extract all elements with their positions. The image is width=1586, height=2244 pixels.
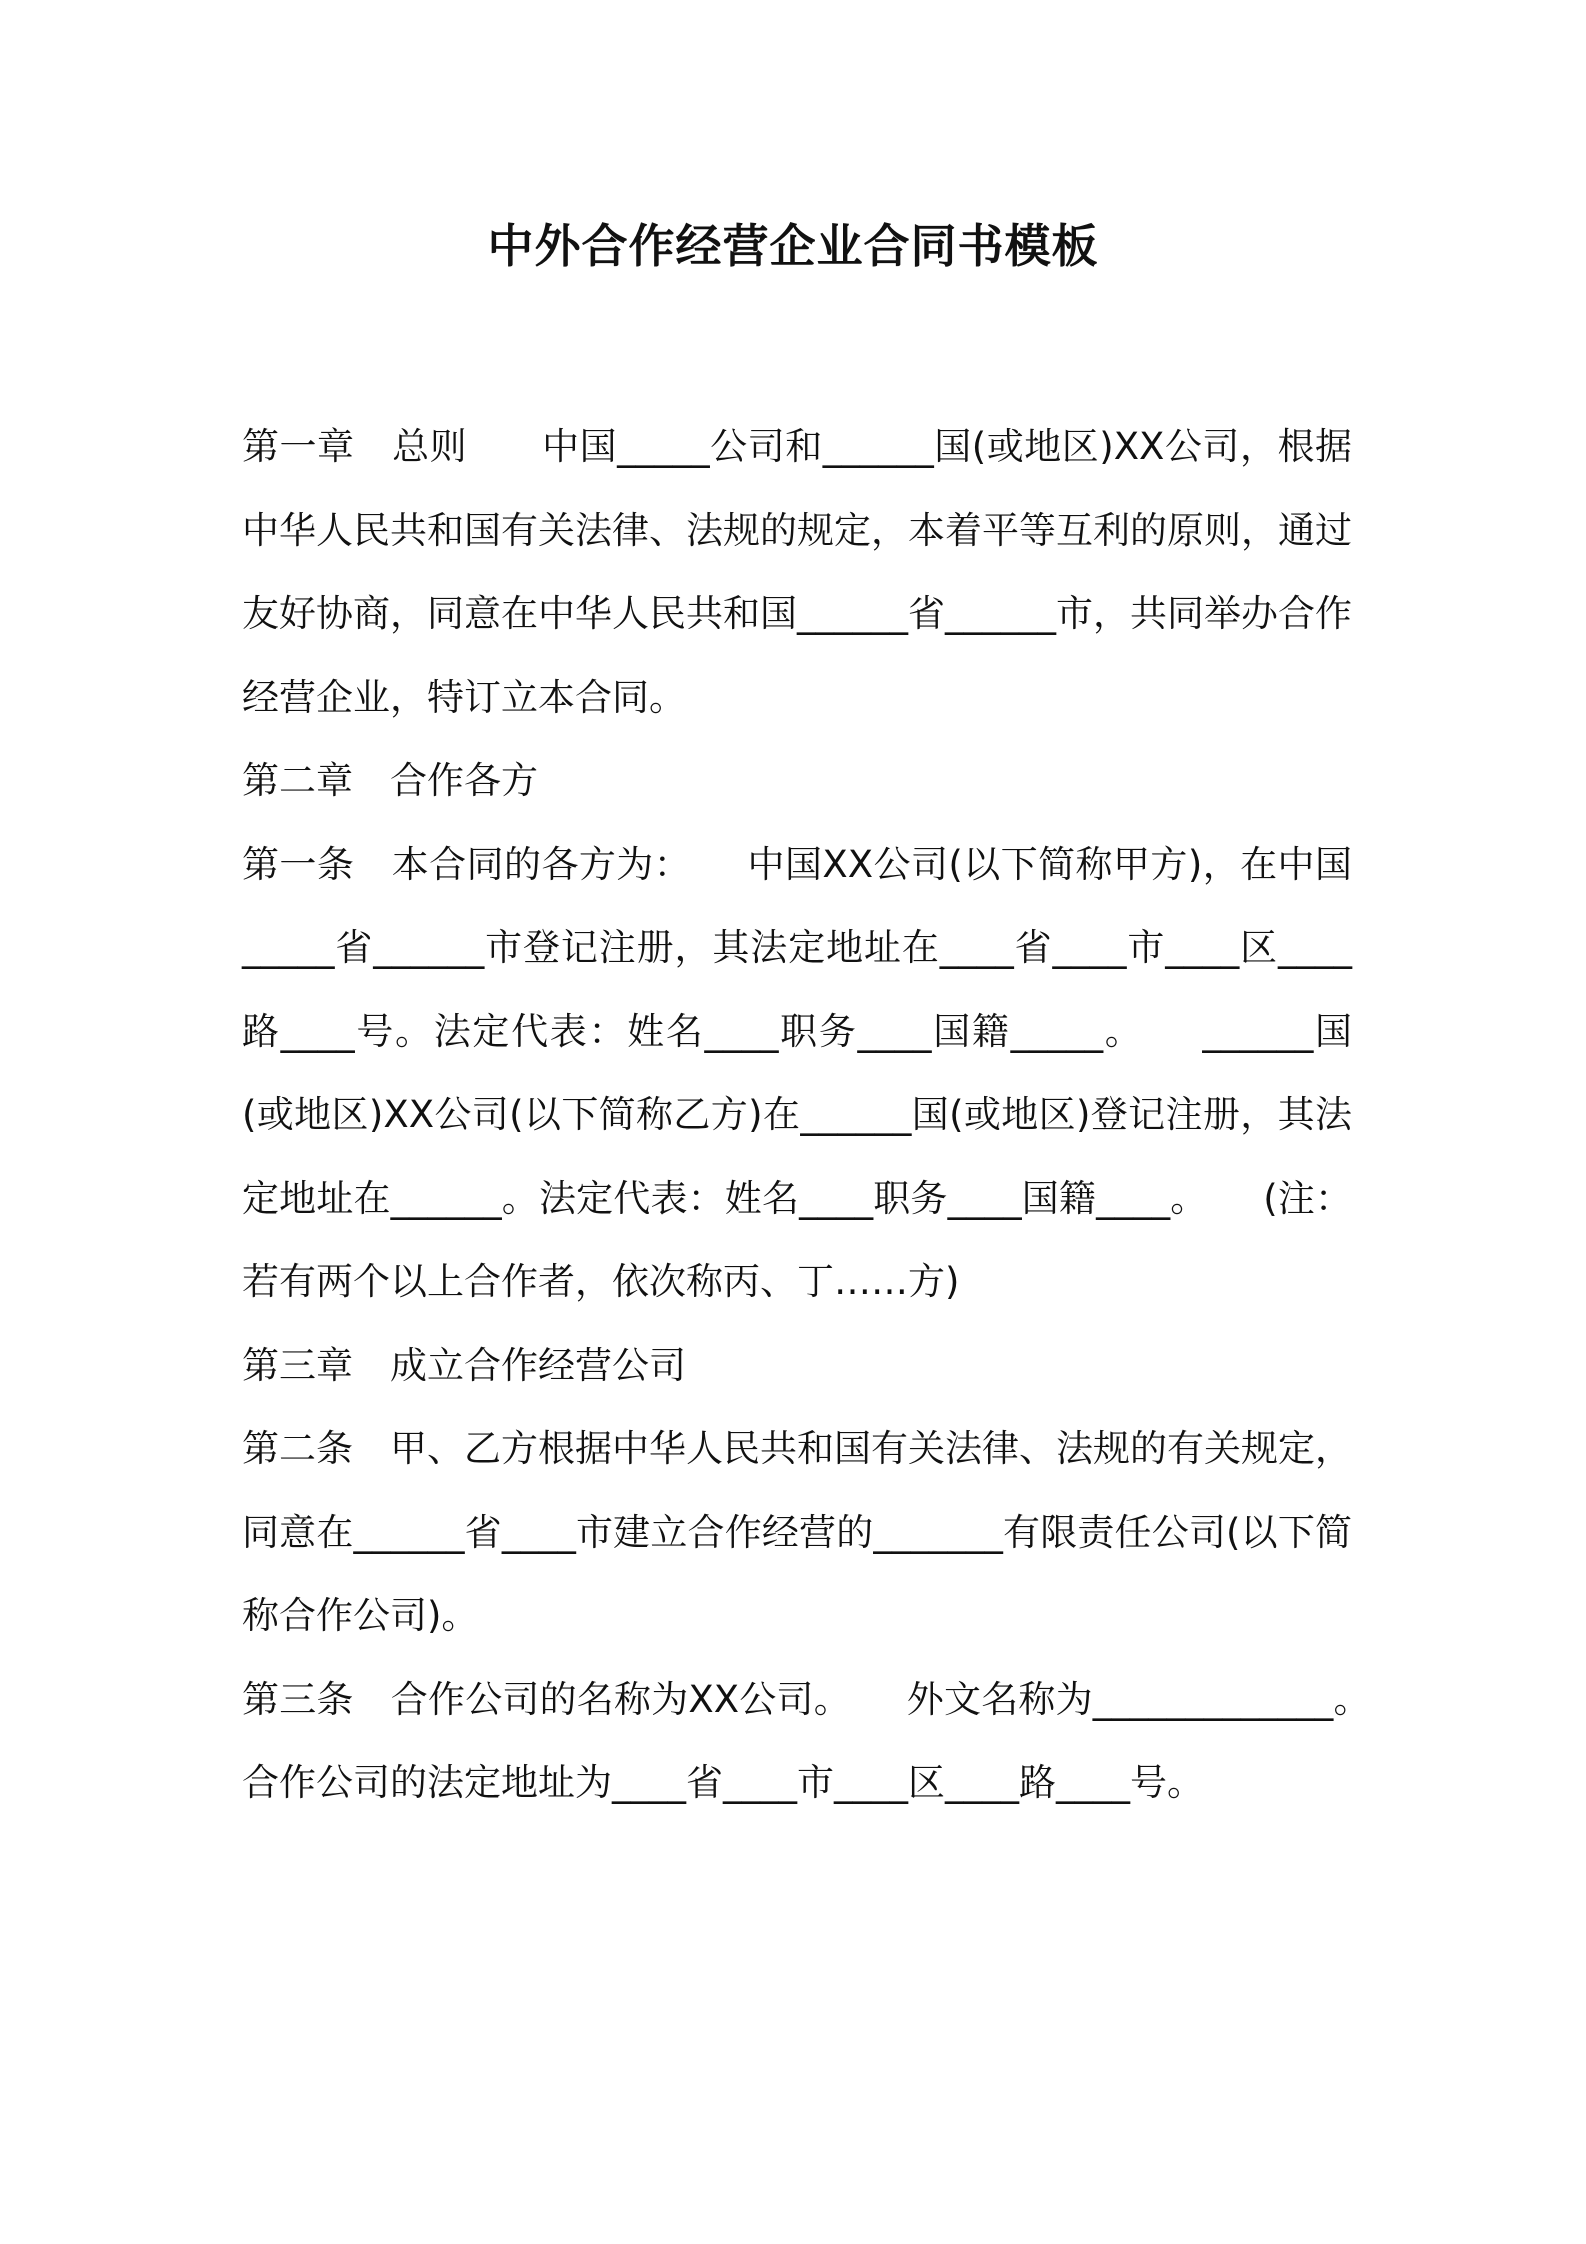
paragraph-article-3-company-name: 第三条 合作公司的名称为XX公司。 外文名称为_____________。 合作公司的法定地址为____省____市____区____路____号。 xyxy=(242,1677,1426,1804)
heading-chapter-2-parties: 第二章 合作各方 xyxy=(242,759,538,802)
heading-chapter-3-establishment: 第三章 成立合作经营公司 xyxy=(242,1343,686,1387)
document-title: 中外合作经营企业合同书模板 xyxy=(487,219,1099,273)
paragraph-chapter-1-general: 第一章 总则 中国_____公司和______国(或地区)XX公司，根据中华人民共和国有关法律、法规的规定，本着平等互利的原则，通过友好协商，同意在中华人民共和国______省______市，共同举办合作经营企业，特订立本合同。 xyxy=(242,425,1352,719)
document-body xyxy=(242,405,1426,1825)
paragraph-article-2-establishment: 第二条 甲、乙方根据中华人民共和国有关法律、法规的有关规定，同意在______省____市建立合作经营的_______有限责任公司(以下简称合作公司)。 xyxy=(242,1427,1352,1637)
paragraph-article-1-parties: 第一条 本合同的各方为： 中国XX公司(以下简称甲方)，在中国_____省______市登记注册，其法定地址在____省____市____区____路____号。法定代表：姓名____职务____国籍_____。 ______国(或地区)XX公司(以下简称乙方)在______国(或地区)登记注册，其法定地址在______。法定代表：姓名____职务____国籍____。 (注：若有两个以上合作者，依次称丙、丁……方) xyxy=(242,842,1352,1303)
